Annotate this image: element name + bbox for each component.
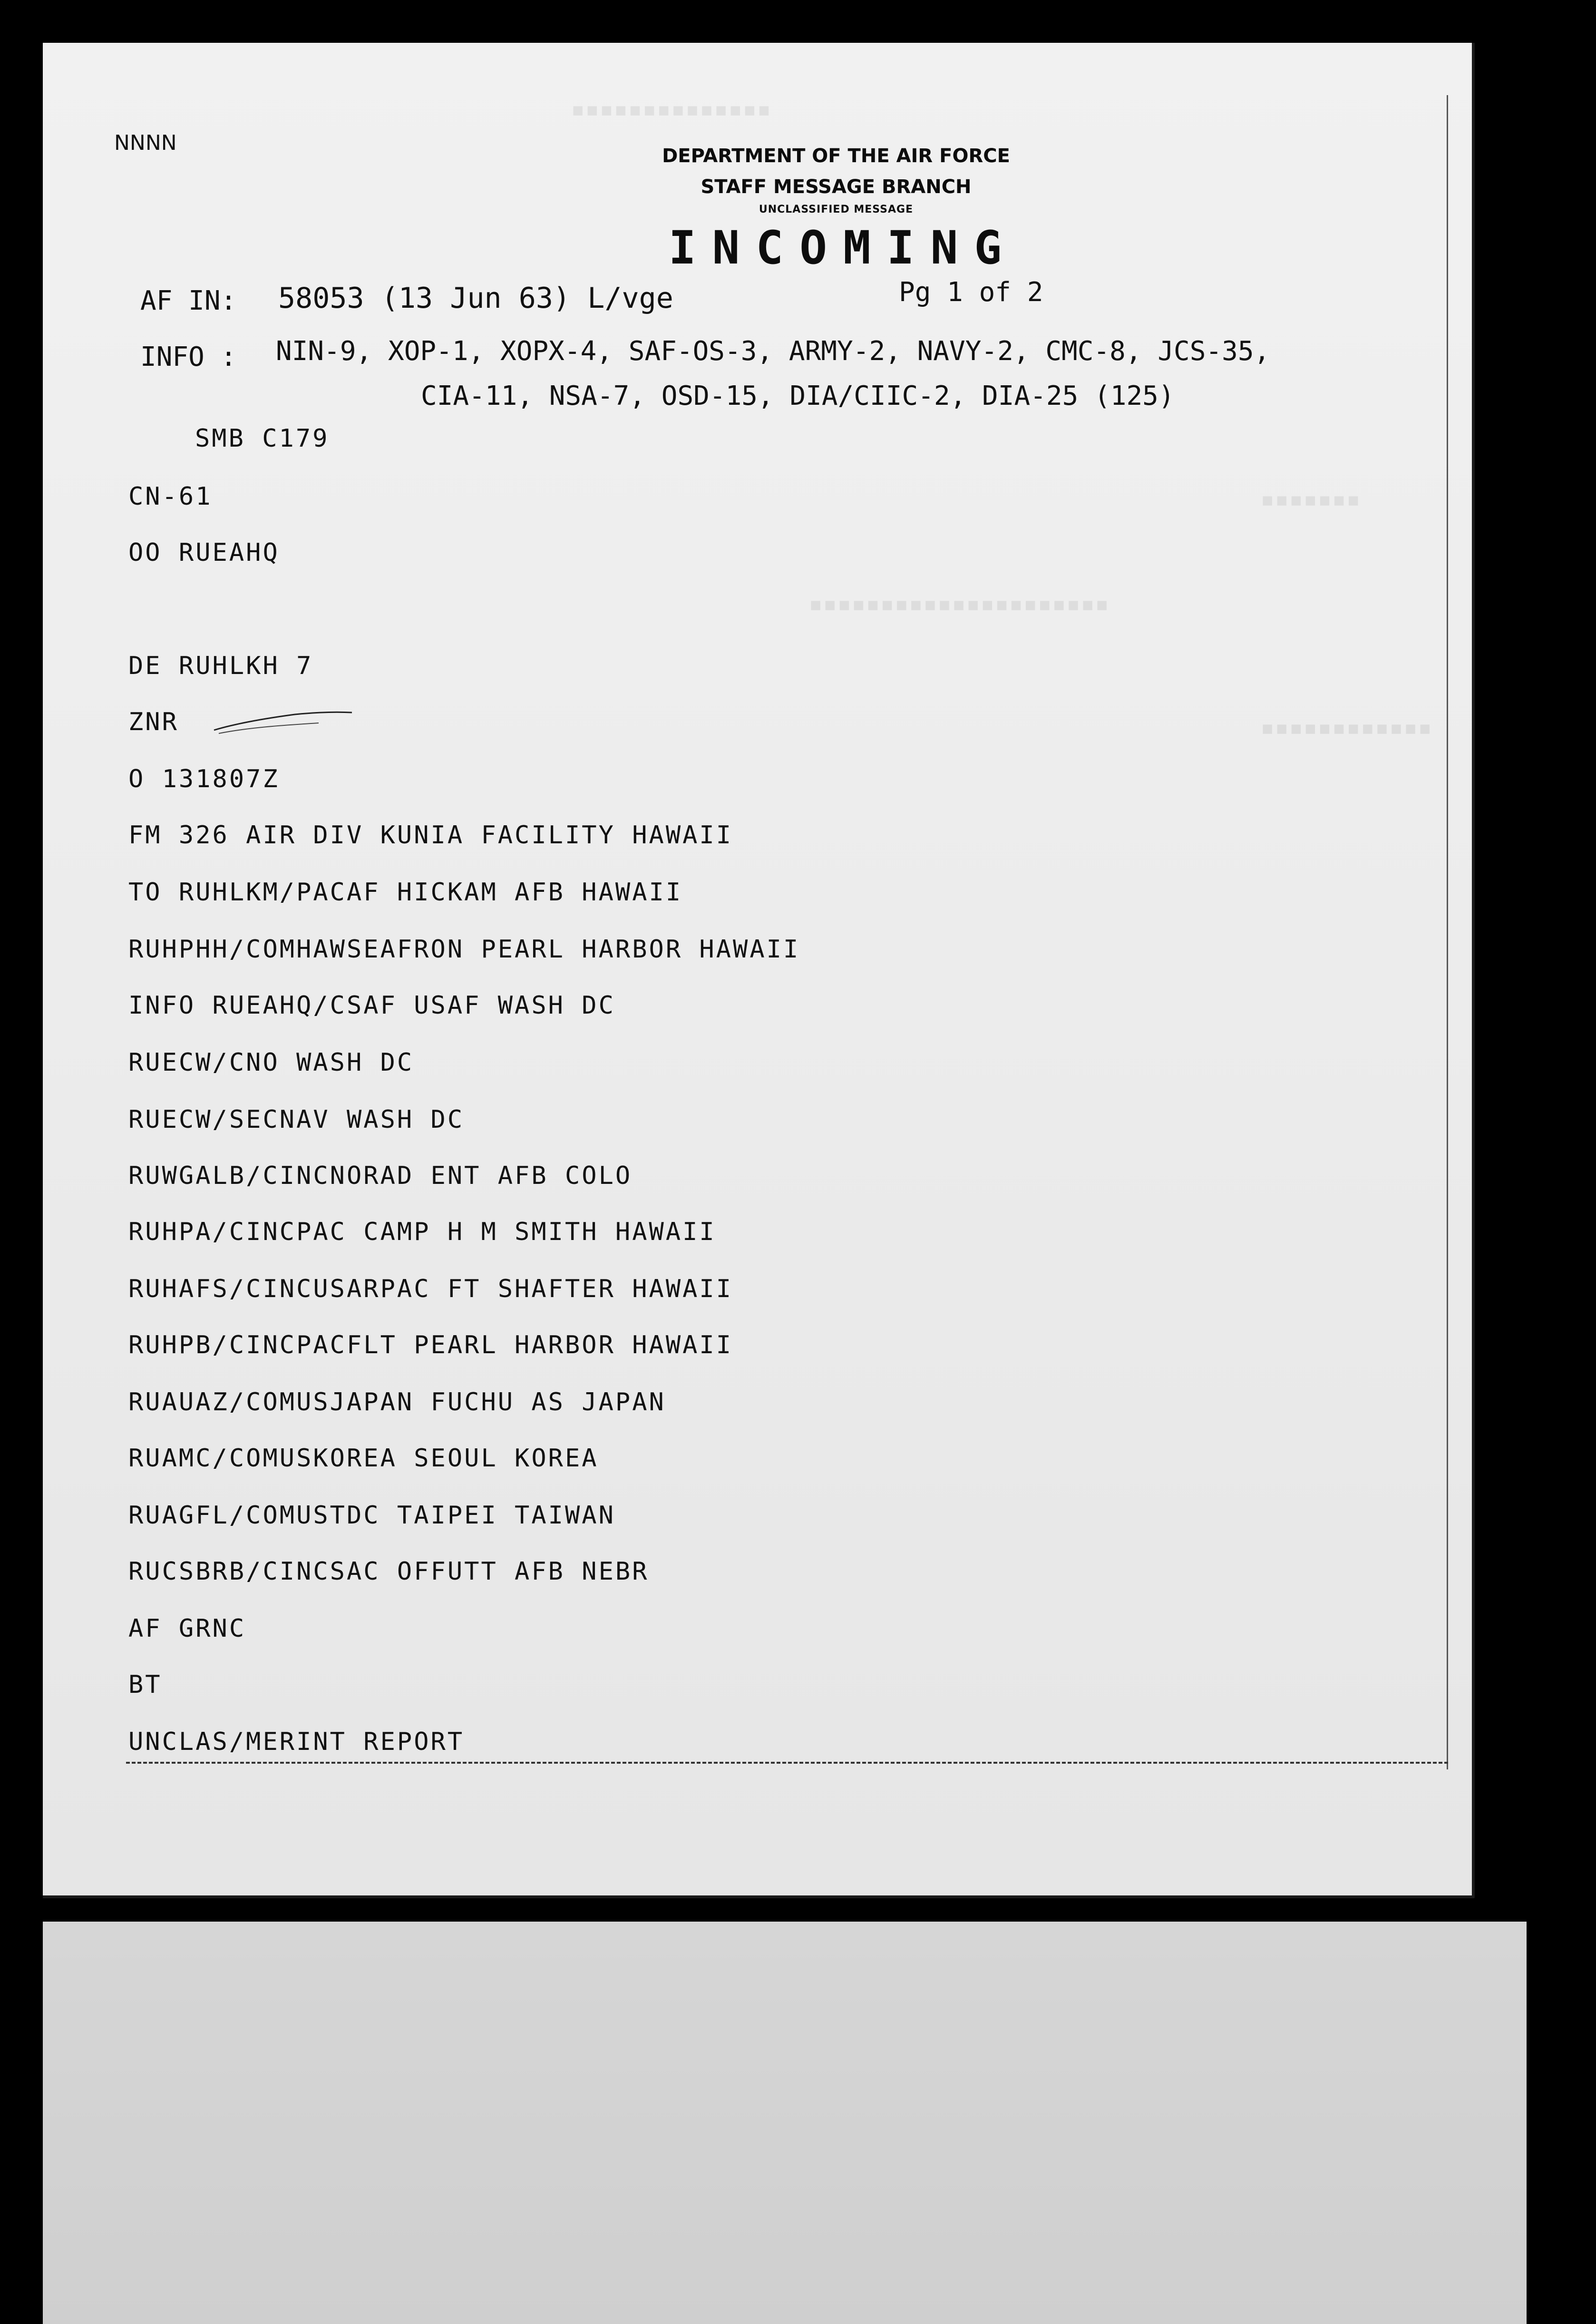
message-line: TO RUHLKM/PACAF HICKAM AFB HAWAII <box>128 878 683 907</box>
message-line: RUWGALB/CINCNORAD ENT AFB COLO <box>128 1162 633 1190</box>
message-line: OO RUEAHQ <box>128 538 280 567</box>
message-line: RUECW/SECNAV WASH DC <box>128 1105 465 1134</box>
message-line: RUAMC/COMUSKOREA SEOUL KOREA <box>128 1444 599 1473</box>
message-line: FM 326 AIR DIV KUNIA FACILITY HAWAII <box>128 821 733 850</box>
af-in-value: 58053 (13 Jun 63) L/vge <box>278 282 673 315</box>
message-line: RUHPHH/COMHAWSEAFRON PEARL HARBOR HAWAII <box>128 935 800 964</box>
incoming-title: INCOMING <box>668 221 1018 274</box>
bleed-through: ▪▪▪▪▪▪▪▪▪▪▪▪ <box>1260 713 1432 741</box>
message-line: UNCLAS/MERINT REPORT <box>128 1728 465 1756</box>
bleed-through: ▪▪▪▪▪▪▪ <box>1260 485 1361 513</box>
department-heading: DEPARTMENT OF THE AIR FORCE <box>662 145 1010 167</box>
message-line: AF GRNC <box>128 1614 246 1643</box>
message-line: RUAUAZ/COMUSJAPAN FUCHU AS JAPAN <box>128 1388 666 1416</box>
info-distribution-line-2: CIA-11, NSA-7, OSD-15, DIA/CIIC-2, DIA-25 (125) <box>421 381 1175 411</box>
classification-heading: UNCLASSIFIED MESSAGE <box>759 204 914 215</box>
document-page <box>43 43 1474 1898</box>
message-line: SMB C179 <box>195 424 330 453</box>
message-line: CN-61 <box>128 482 213 511</box>
message-line: RUHPA/CINCPAC CAMP H M SMITH HAWAII <box>128 1218 716 1246</box>
message-line: RUAGFL/COMUSTDC TAIPEI TAIWAN <box>128 1501 615 1530</box>
page-number: Pg 1 of 2 <box>899 277 1043 308</box>
info-label: INFO : <box>140 342 237 372</box>
message-line: RUHPB/CINCPACFLT PEARL HARBOR HAWAII <box>128 1331 733 1359</box>
lower-sheet <box>43 1922 1527 2324</box>
message-line: BT <box>128 1670 162 1699</box>
message-line: INFO RUEAHQ/CSAF USAF WASH DC <box>128 991 615 1020</box>
frame-right-line <box>1472 43 1475 1898</box>
message-line: RUHAFS/CINCUSARPAC FT SHAFTER HAWAII <box>128 1275 733 1303</box>
bleed-through: ▪▪▪▪▪▪▪▪▪▪▪▪▪▪▪▪▪▪▪▪▪ <box>808 590 1109 617</box>
top-left-mark: NNNN <box>114 131 177 155</box>
pen-scribble <box>209 704 361 742</box>
message-line: DE RUHLKH 7 <box>128 652 313 680</box>
message-line: ZNR <box>128 708 179 736</box>
bleed-through: ▪▪▪▪▪▪▪▪▪▪▪▪▪▪ <box>571 95 771 123</box>
message-line: O 131807Z <box>128 765 280 793</box>
frame-bottom-line <box>43 1895 1474 1898</box>
right-margin-rule <box>1447 95 1448 1769</box>
af-in-label: AF IN: <box>140 285 237 316</box>
branch-heading: STAFF MESSAGE BRANCH <box>701 176 972 198</box>
message-line: RUCSBRB/CINCSAC OFFUTT AFB NEBR <box>128 1557 649 1586</box>
info-distribution-line-1: NIN-9, XOP-1, XOPX-4, SAF-OS-3, ARMY-2, NAVY-2, CMC-8, JCS-35, <box>276 336 1270 367</box>
message-line: RUECW/CNO WASH DC <box>128 1048 414 1077</box>
tear-line <box>126 1762 1448 1764</box>
